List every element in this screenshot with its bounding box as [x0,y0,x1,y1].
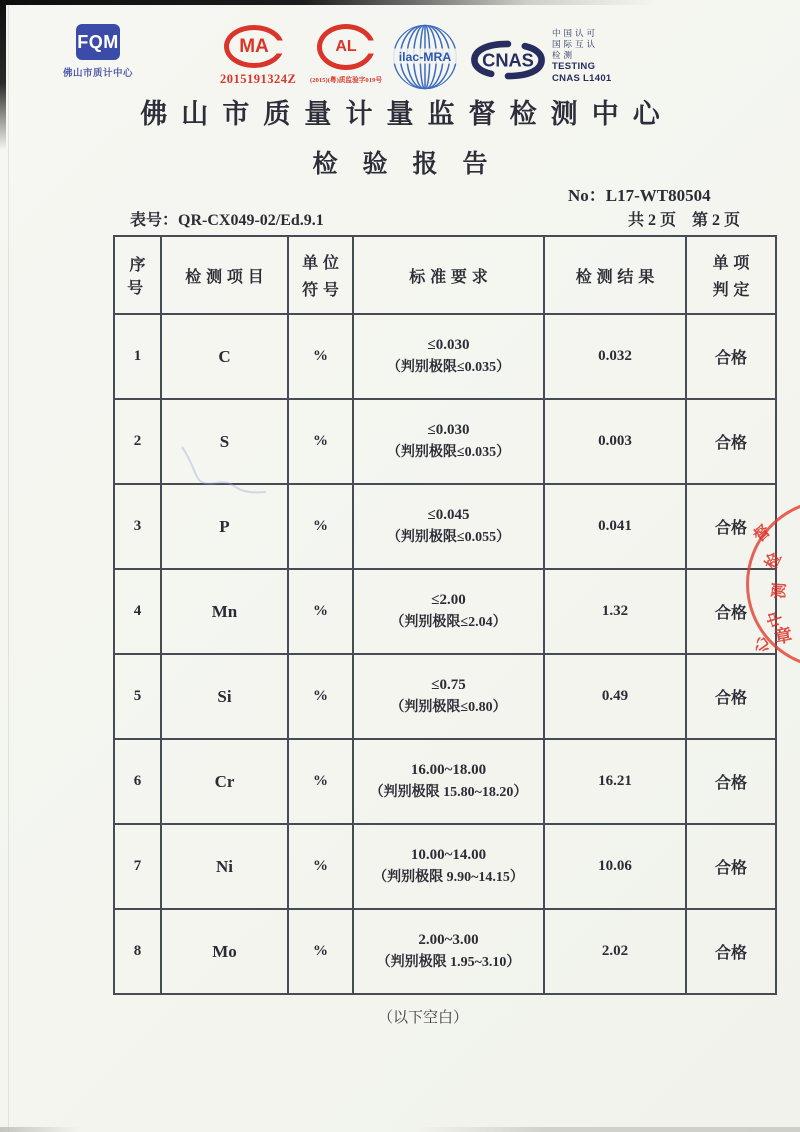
ink-smudge [170,435,300,505]
stamp-character: 督 [750,522,774,546]
cell-standard: ≤0.75 （判别极限≤0.80） [353,654,544,739]
fqm-logo-icon [76,24,120,60]
form-number-line [130,207,324,230]
cnas-swoosh-icon [470,40,546,80]
report-title: 检验报告 [312,151,513,178]
cell-item: Cr [161,739,288,824]
cell-result: 2.02 [544,909,686,994]
cell-item: P [161,484,288,569]
cell-standard: ≤0.030 （判别极限≤0.035） [353,399,544,484]
cnas-caption-line3: 检测 [552,50,576,60]
cell-seq: 3 [114,484,161,569]
cal-ring-icon [317,24,375,70]
cnas-caption-line1: 中国认可 [552,28,599,38]
cell-verdict: 合格 [686,484,776,569]
fqm-logo [52,24,144,79]
form-number-value: QR-CX049-02/Ed.9.1 [178,212,324,229]
cma-ring-notch [276,40,285,53]
stamp-character: 检 [762,550,785,573]
cell-verdict: 合格 [686,399,776,484]
cell-seq: 2 [114,399,161,484]
ilac-mra-globe-icon [390,22,460,92]
col-header-standard: 标准要求 [353,236,544,314]
cal-letters: AL [335,38,357,55]
cell-standard: 2.00~3.00 （判别极限 1.95~3.10） [353,909,544,994]
cell-verdict: 合格 [686,909,776,994]
cnas-caption-line2: 国际互认 [552,39,599,49]
cell-seq: 4 [114,569,161,654]
cell-unit: % [288,569,353,654]
fqm-logo-caption: 佛山市质计中心 [62,69,133,79]
cell-item: Ni [161,824,288,909]
table-row [114,314,776,399]
cell-seq: 8 [114,909,161,994]
cell-result: 0.032 [544,314,686,399]
stamp-character: 中 [765,608,787,630]
form-number-label: 表号： [130,212,179,229]
table-row [114,739,776,824]
report-number-line [568,181,711,206]
cell-seq: 1 [114,314,161,399]
cell-result: 0.041 [544,484,686,569]
cell-unit: % [288,654,353,739]
ilac-mra-logo [390,22,460,92]
cell-verdict: 合格 [686,569,776,654]
table-row [114,569,776,654]
cma-letters: MA [239,35,269,57]
cell-result: 16.21 [544,739,686,824]
cell-unit: % [288,739,353,824]
cma-ring-icon [224,25,284,68]
ilac-mra-text: ilac-MRA [398,49,452,64]
cell-result: 0.49 [544,654,686,739]
cell-standard: ≤0.030 （判别极限≤0.035） [353,314,544,399]
cell-unit: % [288,909,353,994]
below-blank-note: （以下空白） [377,1010,468,1026]
cell-seq: 6 [114,739,161,824]
cnas-caption-number: CNAS L1401 [552,73,612,84]
table-row [114,909,776,994]
organization-title: 佛山市质量计量监督检测中心 [140,99,674,129]
cell-item: Mo [161,909,288,994]
cell-result: 1.32 [544,569,686,654]
cell-unit: % [288,314,353,399]
cell-item: S [161,399,288,484]
scan-edge-bottom [0,1127,800,1132]
cell-item: Si [161,654,288,739]
cnas-caption-block [552,28,622,85]
fqm-logo-text: FQM [77,31,119,52]
cell-standard: 16.00~18.00 （判别极限 15.80~18.20） [353,739,544,824]
cell-seq: 7 [114,824,161,909]
pagination: 共 2 页 第 2 页 [627,212,740,229]
col-header-verdict: 单项 判定 [686,236,776,314]
col-header-seq: 序号 [114,236,161,314]
cnas-text: CNAS [482,49,534,71]
stamp-character: 章 [772,624,794,648]
cal-ring-notch [367,41,376,54]
scan-edge-top [0,0,800,5]
col-header-unit: 单位 符号 [288,236,353,314]
cnas-logo [470,40,546,85]
cnas-caption-testing: TESTING [552,61,596,72]
cell-standard: ≤2.00 （判别极限≤2.04） [353,569,544,654]
cell-verdict: 合格 [686,654,776,739]
cell-result: 10.06 [544,824,686,909]
cell-unit: % [288,484,353,569]
cell-seq: 5 [114,654,161,739]
cma-certificate-number: 2015191324Z [220,72,297,86]
stamp-character: 心 [751,632,775,656]
report-number-value: L17-WT80504 [605,186,711,205]
cma-accreditation-mark [220,25,297,87]
table-row [114,824,776,909]
stamp-character: 测 [770,582,790,600]
cal-certificate-number: (2015)(粤)质监验字019号 [309,76,383,84]
cell-verdict: 合格 [686,739,776,824]
cell-verdict: 合格 [686,824,776,909]
test-results-table [113,235,777,995]
cell-item: C [161,314,288,399]
cal-accreditation-mark [306,24,386,85]
cell-item: Mn [161,569,288,654]
cell-unit: % [288,399,353,484]
cell-standard: 10.00~14.00 （判别极限 9.90~14.15） [353,824,544,909]
report-number-label: No： [568,186,606,205]
col-header-item: 检测项目 [161,236,288,314]
cell-result: 0.003 [544,399,686,484]
cell-verdict: 合格 [686,314,776,399]
table-header-row [114,236,776,314]
col-header-result: 检测结果 [544,236,686,314]
cell-unit: % [288,824,353,909]
cell-standard: ≤0.045 （判别极限≤0.055） [353,484,544,569]
table-row [114,654,776,739]
